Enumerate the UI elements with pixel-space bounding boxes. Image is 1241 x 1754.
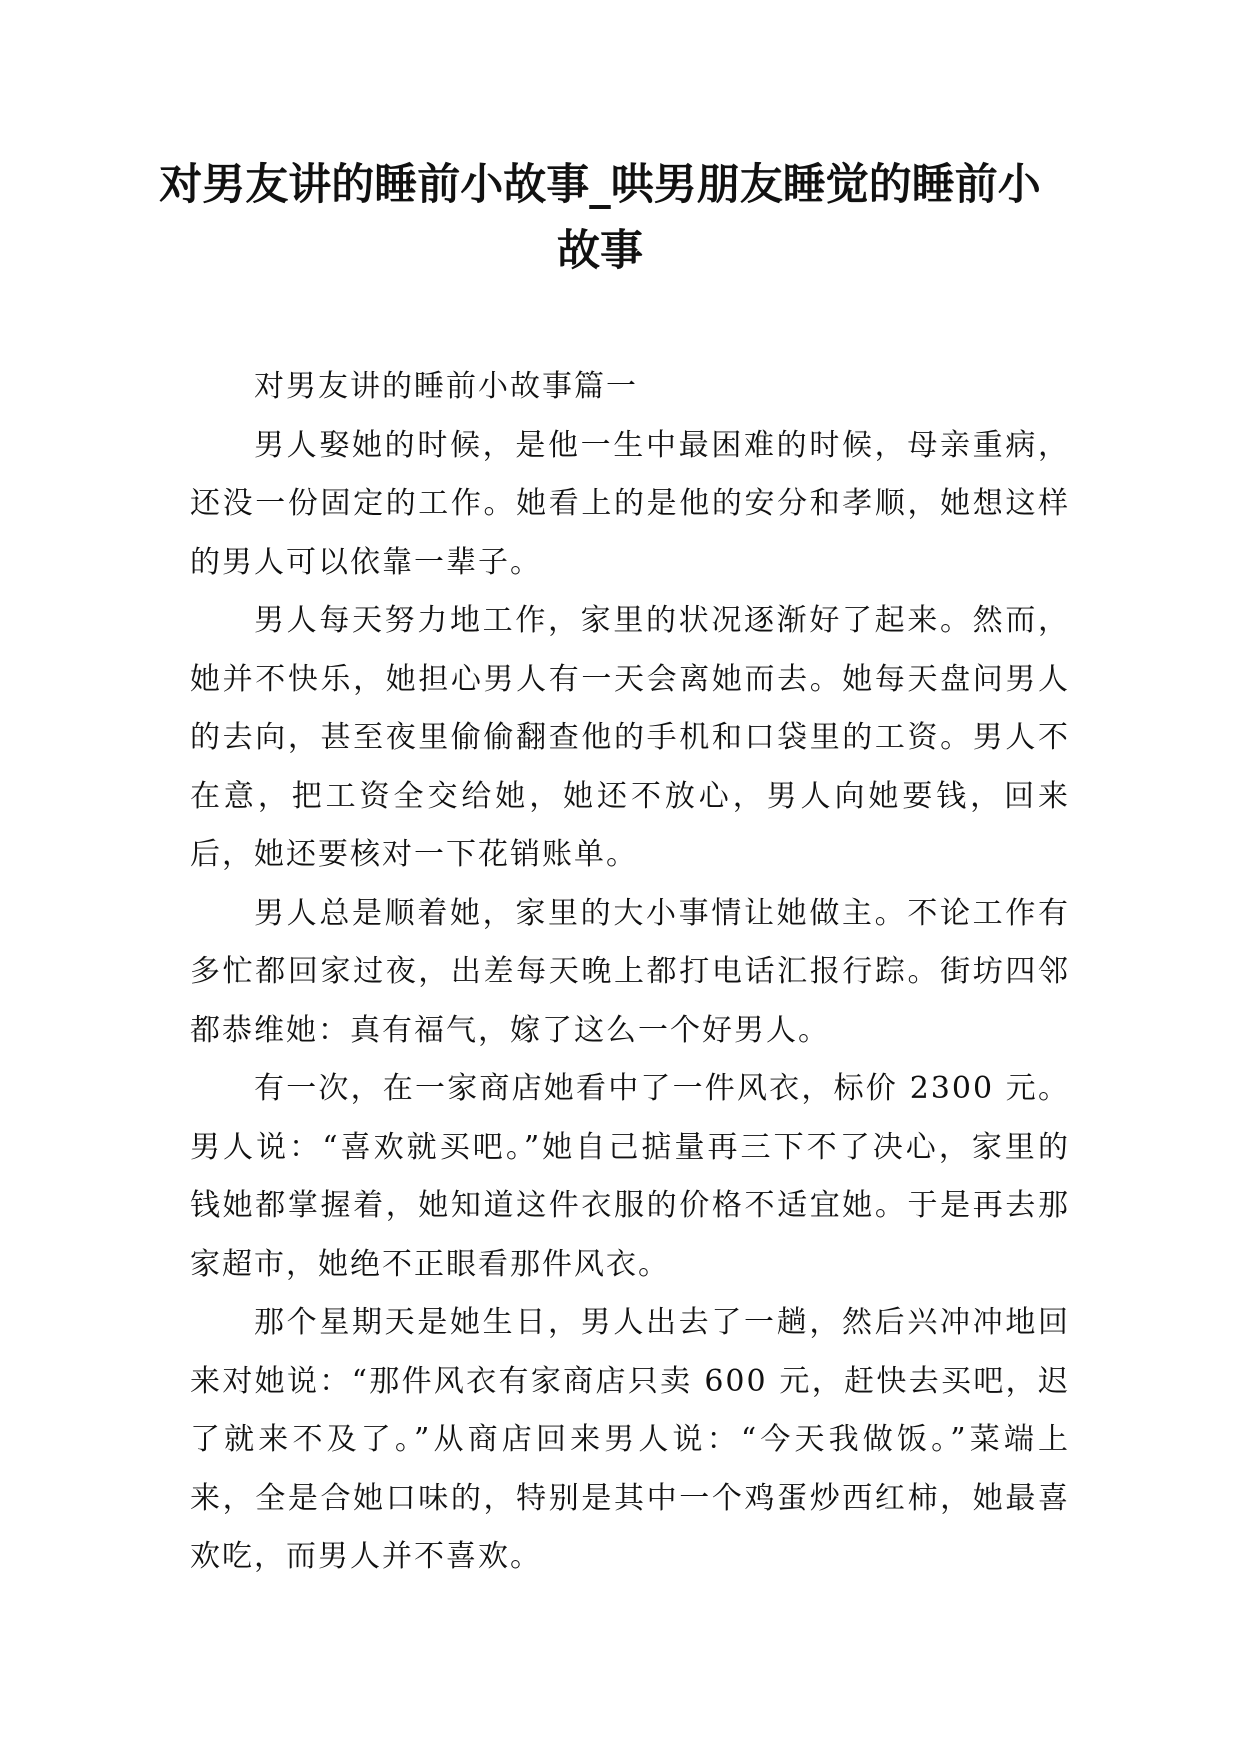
paragraph: 有一次，在一家商店她看中了一件风衣，标价 2300 元。男人说：“喜欢就买吧。”她自己掂量再三下不了决心，家里的钱她都掌握着，她知道这件衣服的价格不适宜她。于是再去那家超市，她绝不正眼看那件风衣。	[190, 1071, 1070, 1282]
document-title: 对男友讲的睡前小故事_哄男朋友睡觉的睡前小故事	[159, 160, 1041, 276]
section-heading: 对男友讲的睡前小故事篇一	[254, 369, 638, 404]
paragraph: 男人每天努力地工作，家里的状况逐渐好了起来。然而，她并不快乐，她担心男人有一天会离她而去。她每天盘问男人的去向，甚至夜里偷偷翻查他的手机和口袋里的工资。男人不在意，把工资全交给她，她还不放心，男人向她要钱，回来后，她还要核对一下花销账单。	[190, 603, 1070, 872]
document-body	[190, 358, 1070, 1587]
paragraph: 男人总是顺着她，家里的大小事情让她做主。不论工作有多忙都回家过夜，出差每天晚上都打电话汇报行踪。街坊四邻都恭维她：真有福气，嫁了这么一个好男人。	[190, 895, 1070, 1048]
paragraph: 男人娶她的时候，是他一生中最困难的时候，母亲重病，还没一份固定的工作。她看上的是他的安分和孝顺，她想这样的男人可以依靠一辈子。	[190, 427, 1070, 580]
paragraph: 那个星期天是她生日，男人出去了一趟，然后兴冲冲地回来对她说：“那件风衣有家商店只卖 600 元，赶快去买吧，迟了就来不及了。”从商店回来男人说：“今天我做饭。”菜端上来，全是合她口味的，特别是其中一个鸡蛋炒西红柿，她最喜欢吃，而男人并不喜欢。	[190, 1305, 1070, 1574]
